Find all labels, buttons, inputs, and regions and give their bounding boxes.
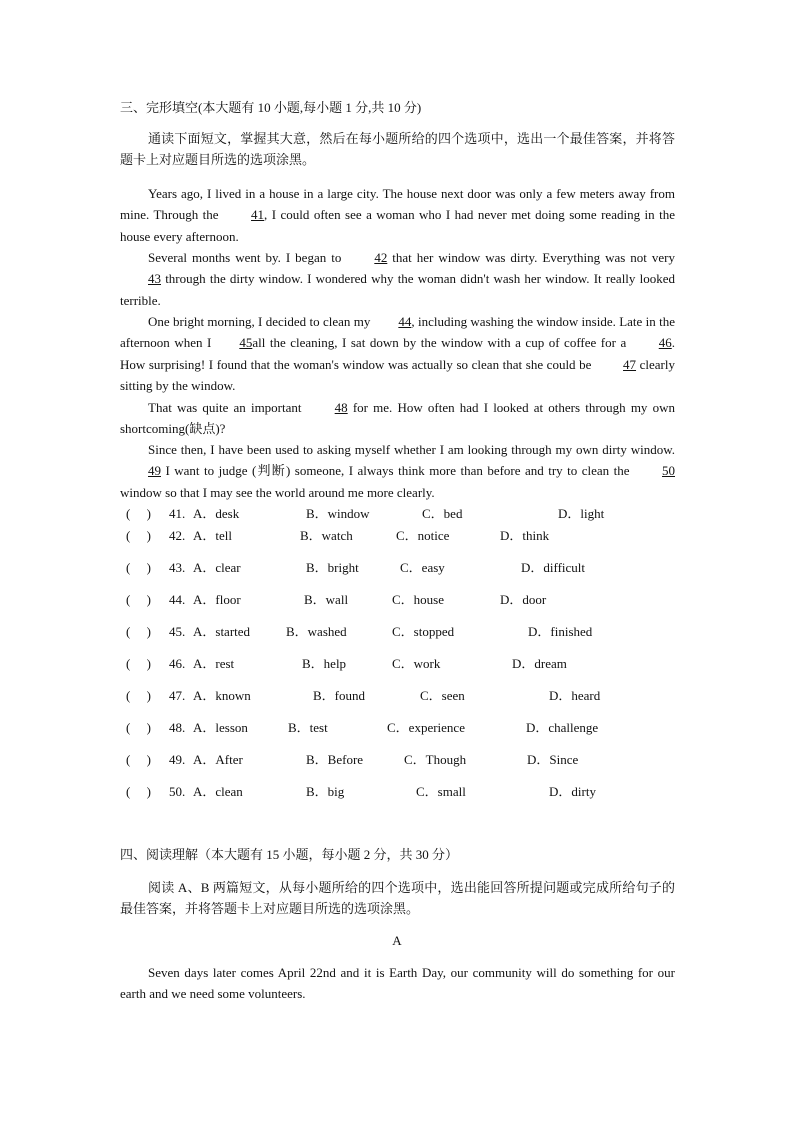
question-row [120,591,680,609]
option-a[interactable]: A．tell [193,528,232,543]
option-b[interactable]: B．big [306,784,345,799]
option-a[interactable]: A．desk [193,506,240,521]
question-number: 50. [169,784,186,799]
text-run: all the cleaning, I sat down by the window with a cup of coffee for a [252,335,631,351]
option-a[interactable]: A．clean [193,784,243,799]
option-d[interactable]: D．dirty [549,784,596,799]
question-number: 46. [169,656,186,671]
text-run: clearly sitting by the window. [120,356,675,393]
blank-45: 45 [239,335,253,351]
text-run: , including washing the window inside. Late in the afternoon when I [120,314,675,351]
question-row [120,687,680,705]
question-row [120,655,680,673]
text-run: that her window was dirty. Everything was not very [387,250,676,265]
section3-instruction: 通读下面短文，掌握其大意，然后在每小题所给的四个选项中，选出一个最佳答案，并将答题卡上对应题目所选的选项涂黑。 [120,131,675,168]
text-run: Years ago, I lived in a house in a large city. The house next door was only a few meters away from mine. Through the [120,186,675,223]
option-b[interactable]: B．test [288,720,328,735]
option-b[interactable]: B．watch [300,528,353,543]
blank-41: 41 [251,207,265,223]
blank-48: 48 [334,400,348,415]
question-row [120,527,680,545]
question-number: 41. [169,506,186,521]
option-b[interactable]: B．Before [306,752,364,767]
option-a[interactable]: A．floor [193,592,241,607]
option-b[interactable]: B．wall [304,592,349,607]
text-run: Since then, I have been used to asking myself whether I am looking through my own dirty window. [148,442,675,457]
answer-paren[interactable]: ( ) [126,624,151,639]
option-a[interactable]: A．rest [193,656,235,671]
answer-paren[interactable]: ( ) [126,560,151,575]
text-run: That was quite an important [148,400,307,415]
question-number: 49. [169,752,186,767]
option-d[interactable]: D．challenge [526,720,599,735]
answer-paren[interactable]: ( ) [126,720,151,735]
option-d[interactable]: D．finished [528,624,593,639]
option-c[interactable]: C．house [392,592,445,607]
option-a[interactable]: A．After [193,752,243,767]
passage-paragraph-5 [120,439,675,503]
text-run: One bright morning, I decided to clean my [148,314,371,329]
option-a[interactable]: A．clear [193,560,241,575]
passage-paragraph-4 [120,397,675,440]
option-c[interactable]: C．small [416,784,466,799]
question-number: 44. [169,592,186,607]
text-run: window so that I may see the world around me more clearly. [120,484,435,500]
question-row [120,559,680,577]
question-row [120,505,680,523]
option-d[interactable]: D．think [500,528,550,543]
option-d[interactable]: D．heard [549,688,601,703]
answer-paren[interactable]: ( ) [126,784,151,799]
option-c[interactable]: C．seen [420,688,465,703]
passage-paragraph-1 [120,183,675,247]
answer-paren[interactable]: ( ) [126,592,151,607]
answer-paren[interactable]: ( ) [126,506,151,521]
option-d[interactable]: D．door [500,592,547,607]
text-run: through the dirty window. I wondered why the woman didn't wash her window. It really looked terrible. [120,271,675,308]
text-run: Several months went by. I began to [148,250,347,265]
option-b[interactable]: B．found [313,688,366,703]
text-run: I want to judge (判断) someone, I always think more than before and try to clean the [161,463,634,479]
question-row [120,783,680,801]
option-b[interactable]: B．window [306,506,370,521]
option-d[interactable]: D．difficult [521,560,586,575]
option-b[interactable]: B．help [302,656,347,671]
section4-instruction: 阅读 A、B 两篇短文，从每小题所给的四个选项中，选出能回答所提问题或完成所给句子的最佳答案，并将答题卡上对应题目所选的选项涂黑。 [120,880,675,917]
answer-paren[interactable]: ( ) [126,656,151,671]
passage-label: A [392,933,402,948]
question-number: 48. [169,720,186,735]
question-row [120,751,680,769]
option-c[interactable]: C．notice [396,528,450,543]
question-number: 43. [169,560,186,575]
blank-46: 46 [658,335,672,351]
answer-paren[interactable]: ( ) [126,528,151,543]
blank-50: 50 [662,463,675,479]
option-b[interactable]: B．bright [306,560,359,575]
question-number: 45. [169,624,186,639]
option-c[interactable]: C．stopped [392,624,455,639]
passage-paragraph-3 [120,311,675,396]
option-c[interactable]: C．Though [404,752,467,767]
option-d[interactable]: D．dream [512,656,567,671]
blank-44: 44 [398,314,412,329]
option-c[interactable]: C．experience [387,720,465,735]
text-run: for me. How often had I looked at others through my own shortcoming(缺点)? [120,400,675,437]
text-run: , I could often see a woman who I had never met doing some reading in the house every afternoon. [120,207,675,244]
blank-43: 43 [148,271,161,287]
answer-paren[interactable]: ( ) [126,752,151,767]
text-run: . How surprising! I found that the woman's window was actually so clean that she could be [120,335,675,372]
blank-49: 49 [148,463,161,479]
question-row [120,719,680,737]
passage-paragraph-2 [120,247,675,311]
option-a[interactable]: A．lesson [193,720,248,735]
option-c[interactable]: C．work [392,656,441,671]
section4-title: 四、阅读理解（本大题有 15 小题，每小题 2 分，共 30 分） [120,847,459,862]
option-a[interactable]: A．known [193,688,251,703]
blank-42: 42 [374,250,388,265]
option-a[interactable]: A．started [193,624,251,639]
question-row [120,623,680,641]
option-d[interactable]: D．light [558,506,605,521]
option-c[interactable]: C．easy [400,560,445,575]
option-c[interactable]: C．bed [422,506,463,521]
blank-47: 47 [623,356,637,372]
question-number: 47. [169,688,186,703]
passage-a-intro: Seven days later comes April 22nd and it is Earth Day, our community will do something for our earth and we need some volunteers. [120,965,675,1002]
question-number: 42. [169,528,186,543]
answer-paren[interactable]: ( ) [126,688,151,703]
option-d[interactable]: D．Since [527,752,579,767]
option-b[interactable]: B．washed [286,624,347,639]
section3-title: 三、完形填空(本大题有 10 小题,每小题 1 分,共 10 分) [120,100,422,115]
